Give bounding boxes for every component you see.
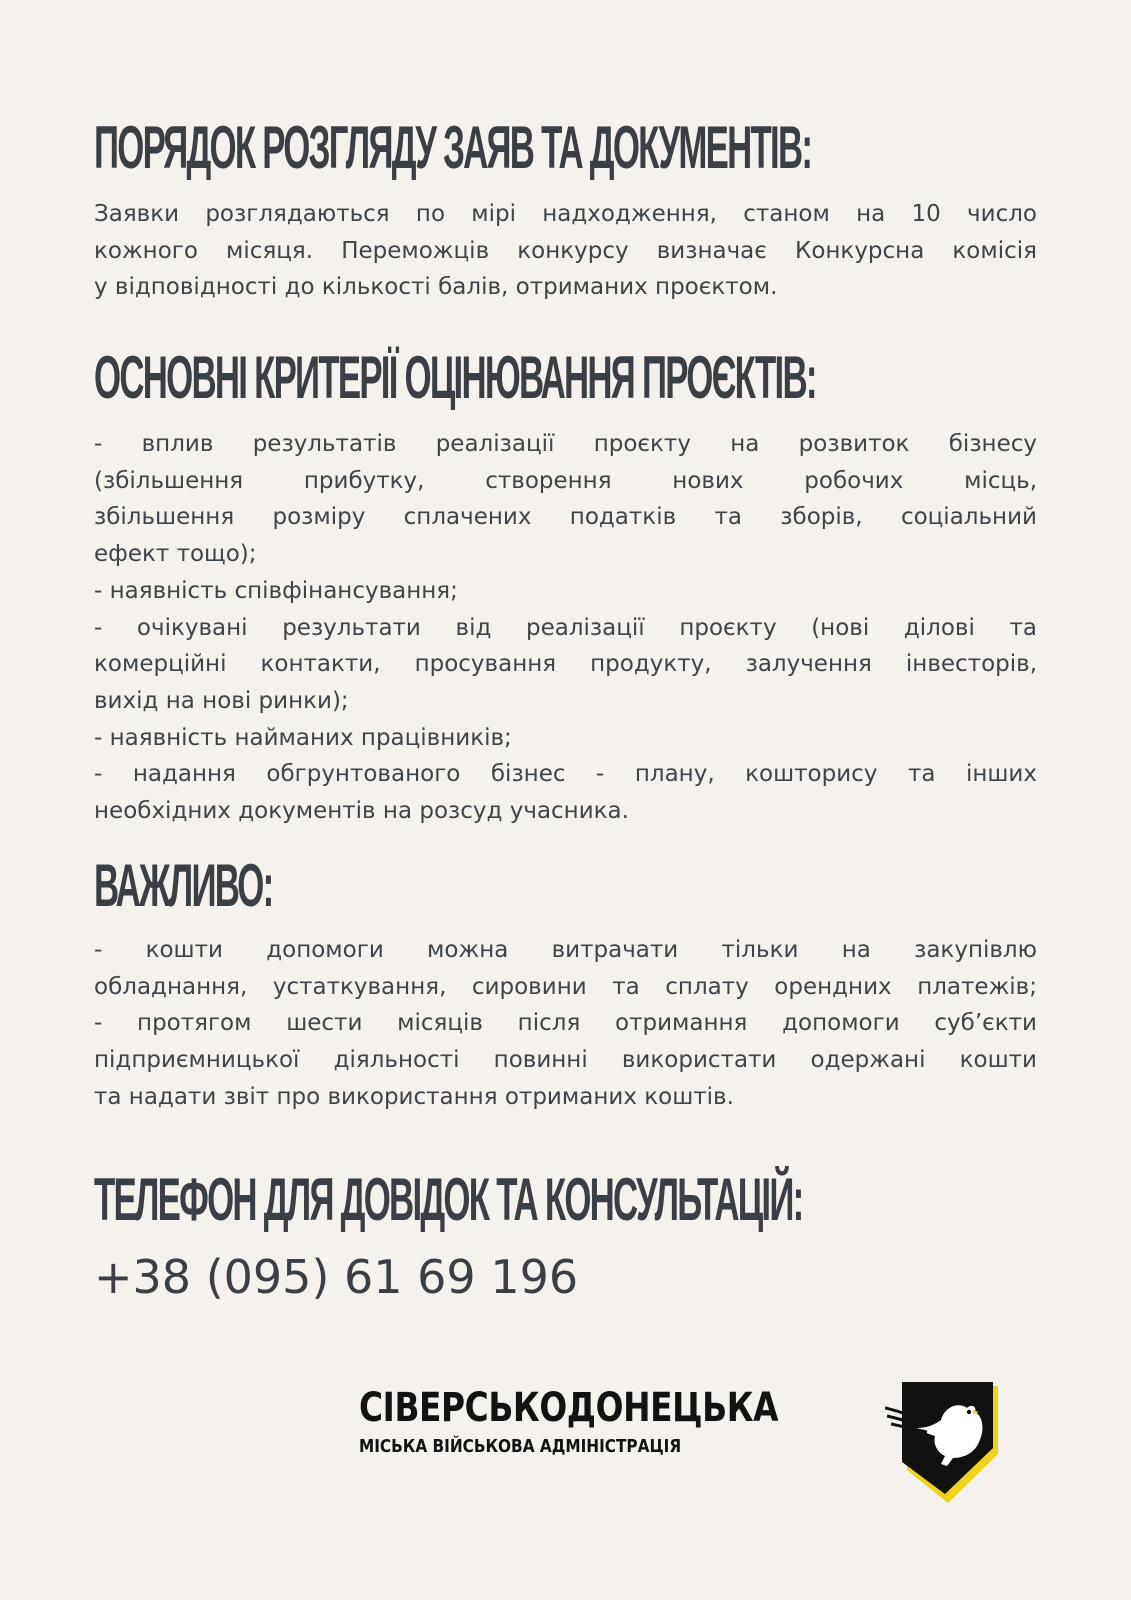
paragraph-important (94, 932, 1037, 1116)
paragraph-line: вихід на нові ринки); (94, 687, 349, 714)
paragraph-line: - вплив результатів реалізації проєкту на розвиток бізнесу (94, 431, 1037, 457)
heading-evaluation-criteria: ОСНОВНІ КРИТЕРІЇ ОЦІНЮВАННЯ ПРОЄКТІВ: (94, 344, 816, 411)
logo-wordmark (359, 1385, 870, 1457)
paragraph-line: комерційні контакти, просування продукту, залучення інвесторів, (94, 651, 1037, 678)
paragraph-line: Заявки розглядаються по мірі надходження, станом на 10 число (94, 201, 1037, 227)
paragraph-line: - протягом шести місяців після отримання допомоги суб’єкти (94, 1010, 1037, 1037)
logo-title: СІВЕРСЬКОДОНЕЦЬКА (359, 1385, 779, 1431)
paragraph-line: ефект тощо); (94, 541, 257, 568)
paragraph-line: кожного місяця. Переможців конкурсу визначає Конкурсна комісія (94, 237, 1037, 264)
paragraph-evaluation-criteria (94, 426, 1037, 830)
paragraph-line: необхідних документів на розсуд учасника. (94, 798, 629, 825)
paragraph-line: - наявність найманих працівників; (94, 724, 512, 751)
logo-subtitle: МІСЬКА ВІЙСЬКОВА АДМІНІСТРАЦІЯ (359, 1436, 682, 1457)
paragraph-line: у відповідності до кількості балів, отриманих проєктом. (94, 274, 778, 301)
phone-number: +38 (095) 61 69 196 (94, 1250, 579, 1304)
paragraph-line: - кошти допомоги можна витрачати тільки на закупівлю (94, 937, 1037, 963)
heading-important: ВАЖЛИВО: (94, 852, 273, 919)
heading-phone: ТЕЛЕФОН ДЛЯ ДОВІДОК ТА КОНСУЛЬТАЦІЙ: (94, 1166, 803, 1233)
paragraph-line: - наявність співфінансування; (94, 577, 458, 604)
paragraph-line: - надання обгрунтованого бізнес - плану, кошторису та інших (94, 761, 1037, 788)
city-emblem-icon (885, 1382, 1020, 1505)
paragraph-line: обладнання, устаткування, сировини та сплату орендних платежів; (94, 973, 1037, 1000)
paragraph-line: - очікувані результати від реалізації проєкту (нові ділові та (94, 614, 1037, 641)
heading-review-procedure: ПОРЯДОК РОЗГЛЯДУ ЗАЯВ ТА ДОКУМЕНТІВ: (94, 114, 812, 181)
paragraph-line: (збільшення прибутку, створення нових робочих місць, (94, 467, 1037, 494)
paragraph-review-procedure (94, 196, 1037, 306)
paragraph-line: та надати звіт про використання отриманих коштів. (94, 1083, 734, 1110)
paragraph-line: підприємницької діяльності повинні використати одержані кошти (94, 1047, 1037, 1074)
paragraph-line: збільшення розміру сплачених податків та зборів, соціальний (94, 504, 1037, 531)
